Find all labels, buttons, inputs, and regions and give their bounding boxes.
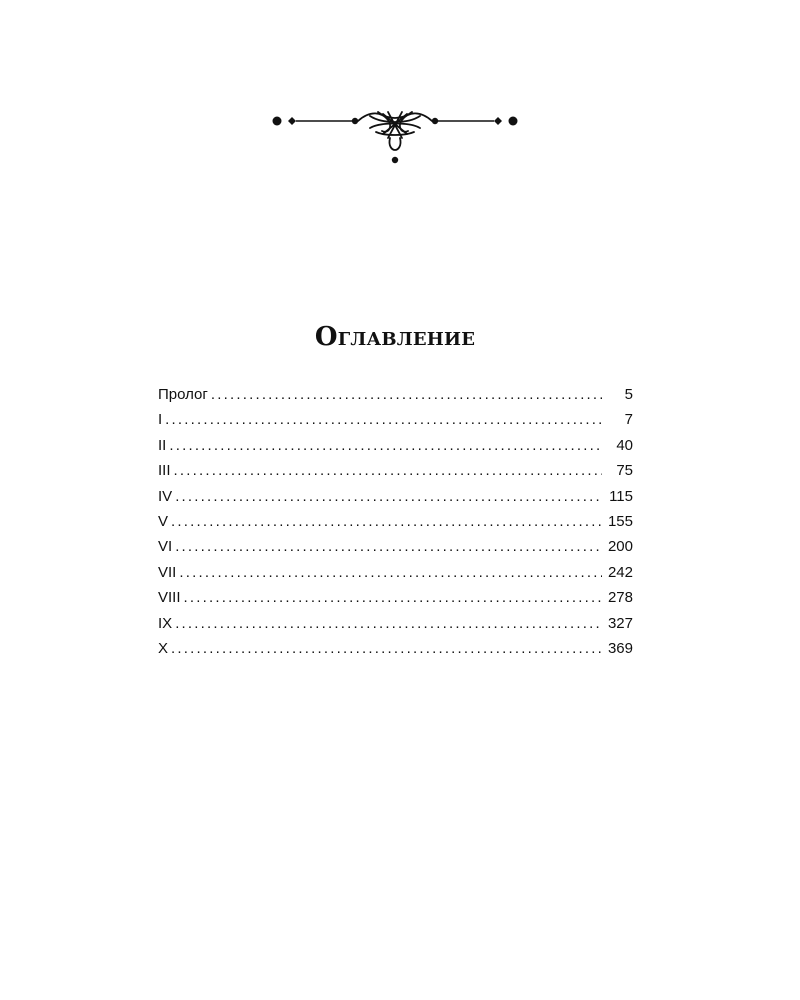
- toc-entry: [158, 534, 633, 559]
- decorative-flourish-icon: [270, 100, 520, 170]
- toc-entry-page-number: 75: [616, 462, 633, 480]
- toc-entry-page-number: 40: [616, 436, 633, 454]
- toc-entry: [158, 611, 633, 636]
- dot-leader: [211, 382, 602, 407]
- toc-entry: [158, 560, 633, 585]
- dot-leader: [174, 458, 602, 483]
- toc-entry-page-number: 7: [624, 411, 633, 429]
- toc-entry-label: VIII: [158, 589, 181, 607]
- dot-leader: [175, 484, 602, 509]
- toc-entry: [158, 433, 633, 458]
- dot-leader: [169, 433, 602, 458]
- dot-leader: [184, 585, 602, 610]
- table-of-contents: [158, 382, 633, 661]
- toc-entry-page-number: 5: [624, 386, 633, 403]
- toc-entry-label: X: [158, 639, 169, 657]
- toc-entry-page-number: 369: [607, 639, 633, 657]
- toc-entry: [158, 585, 633, 610]
- dot-leader: [175, 611, 602, 636]
- toc-entry: [158, 407, 633, 432]
- toc-entry: [158, 509, 633, 534]
- toc-entry-label: VII: [158, 563, 177, 581]
- dot-leader: [171, 636, 602, 661]
- toc-entry-label: II: [158, 436, 167, 454]
- dot-leader: [175, 534, 602, 559]
- toc-entry-label: III: [158, 462, 171, 480]
- toc-entry-label: V: [158, 512, 169, 530]
- toc-entry: [158, 636, 633, 661]
- dot-leader: [179, 560, 602, 585]
- toc-entry-page-number: 200: [607, 538, 633, 556]
- toc-entry: [158, 382, 633, 407]
- page-title: Оглавление: [314, 322, 476, 352]
- toc-entry-label: IV: [158, 487, 173, 505]
- toc-entry-page-number: 155: [607, 512, 633, 530]
- toc-entry-page-number: 115: [609, 487, 633, 505]
- toc-entry-page-number: 327: [607, 614, 633, 632]
- dot-leader: [171, 509, 602, 534]
- toc-entry-label: Пролог: [158, 386, 208, 403]
- toc-entry-page-number: 242: [607, 563, 633, 581]
- toc-entry: [158, 458, 633, 483]
- toc-entry-label: IX: [158, 614, 173, 632]
- toc-entry-page-number: 278: [607, 589, 633, 607]
- toc-entry-label: I: [158, 411, 163, 429]
- toc-entry: [158, 484, 633, 509]
- dot-leader: [165, 407, 602, 432]
- toc-entry-label: VI: [158, 538, 173, 556]
